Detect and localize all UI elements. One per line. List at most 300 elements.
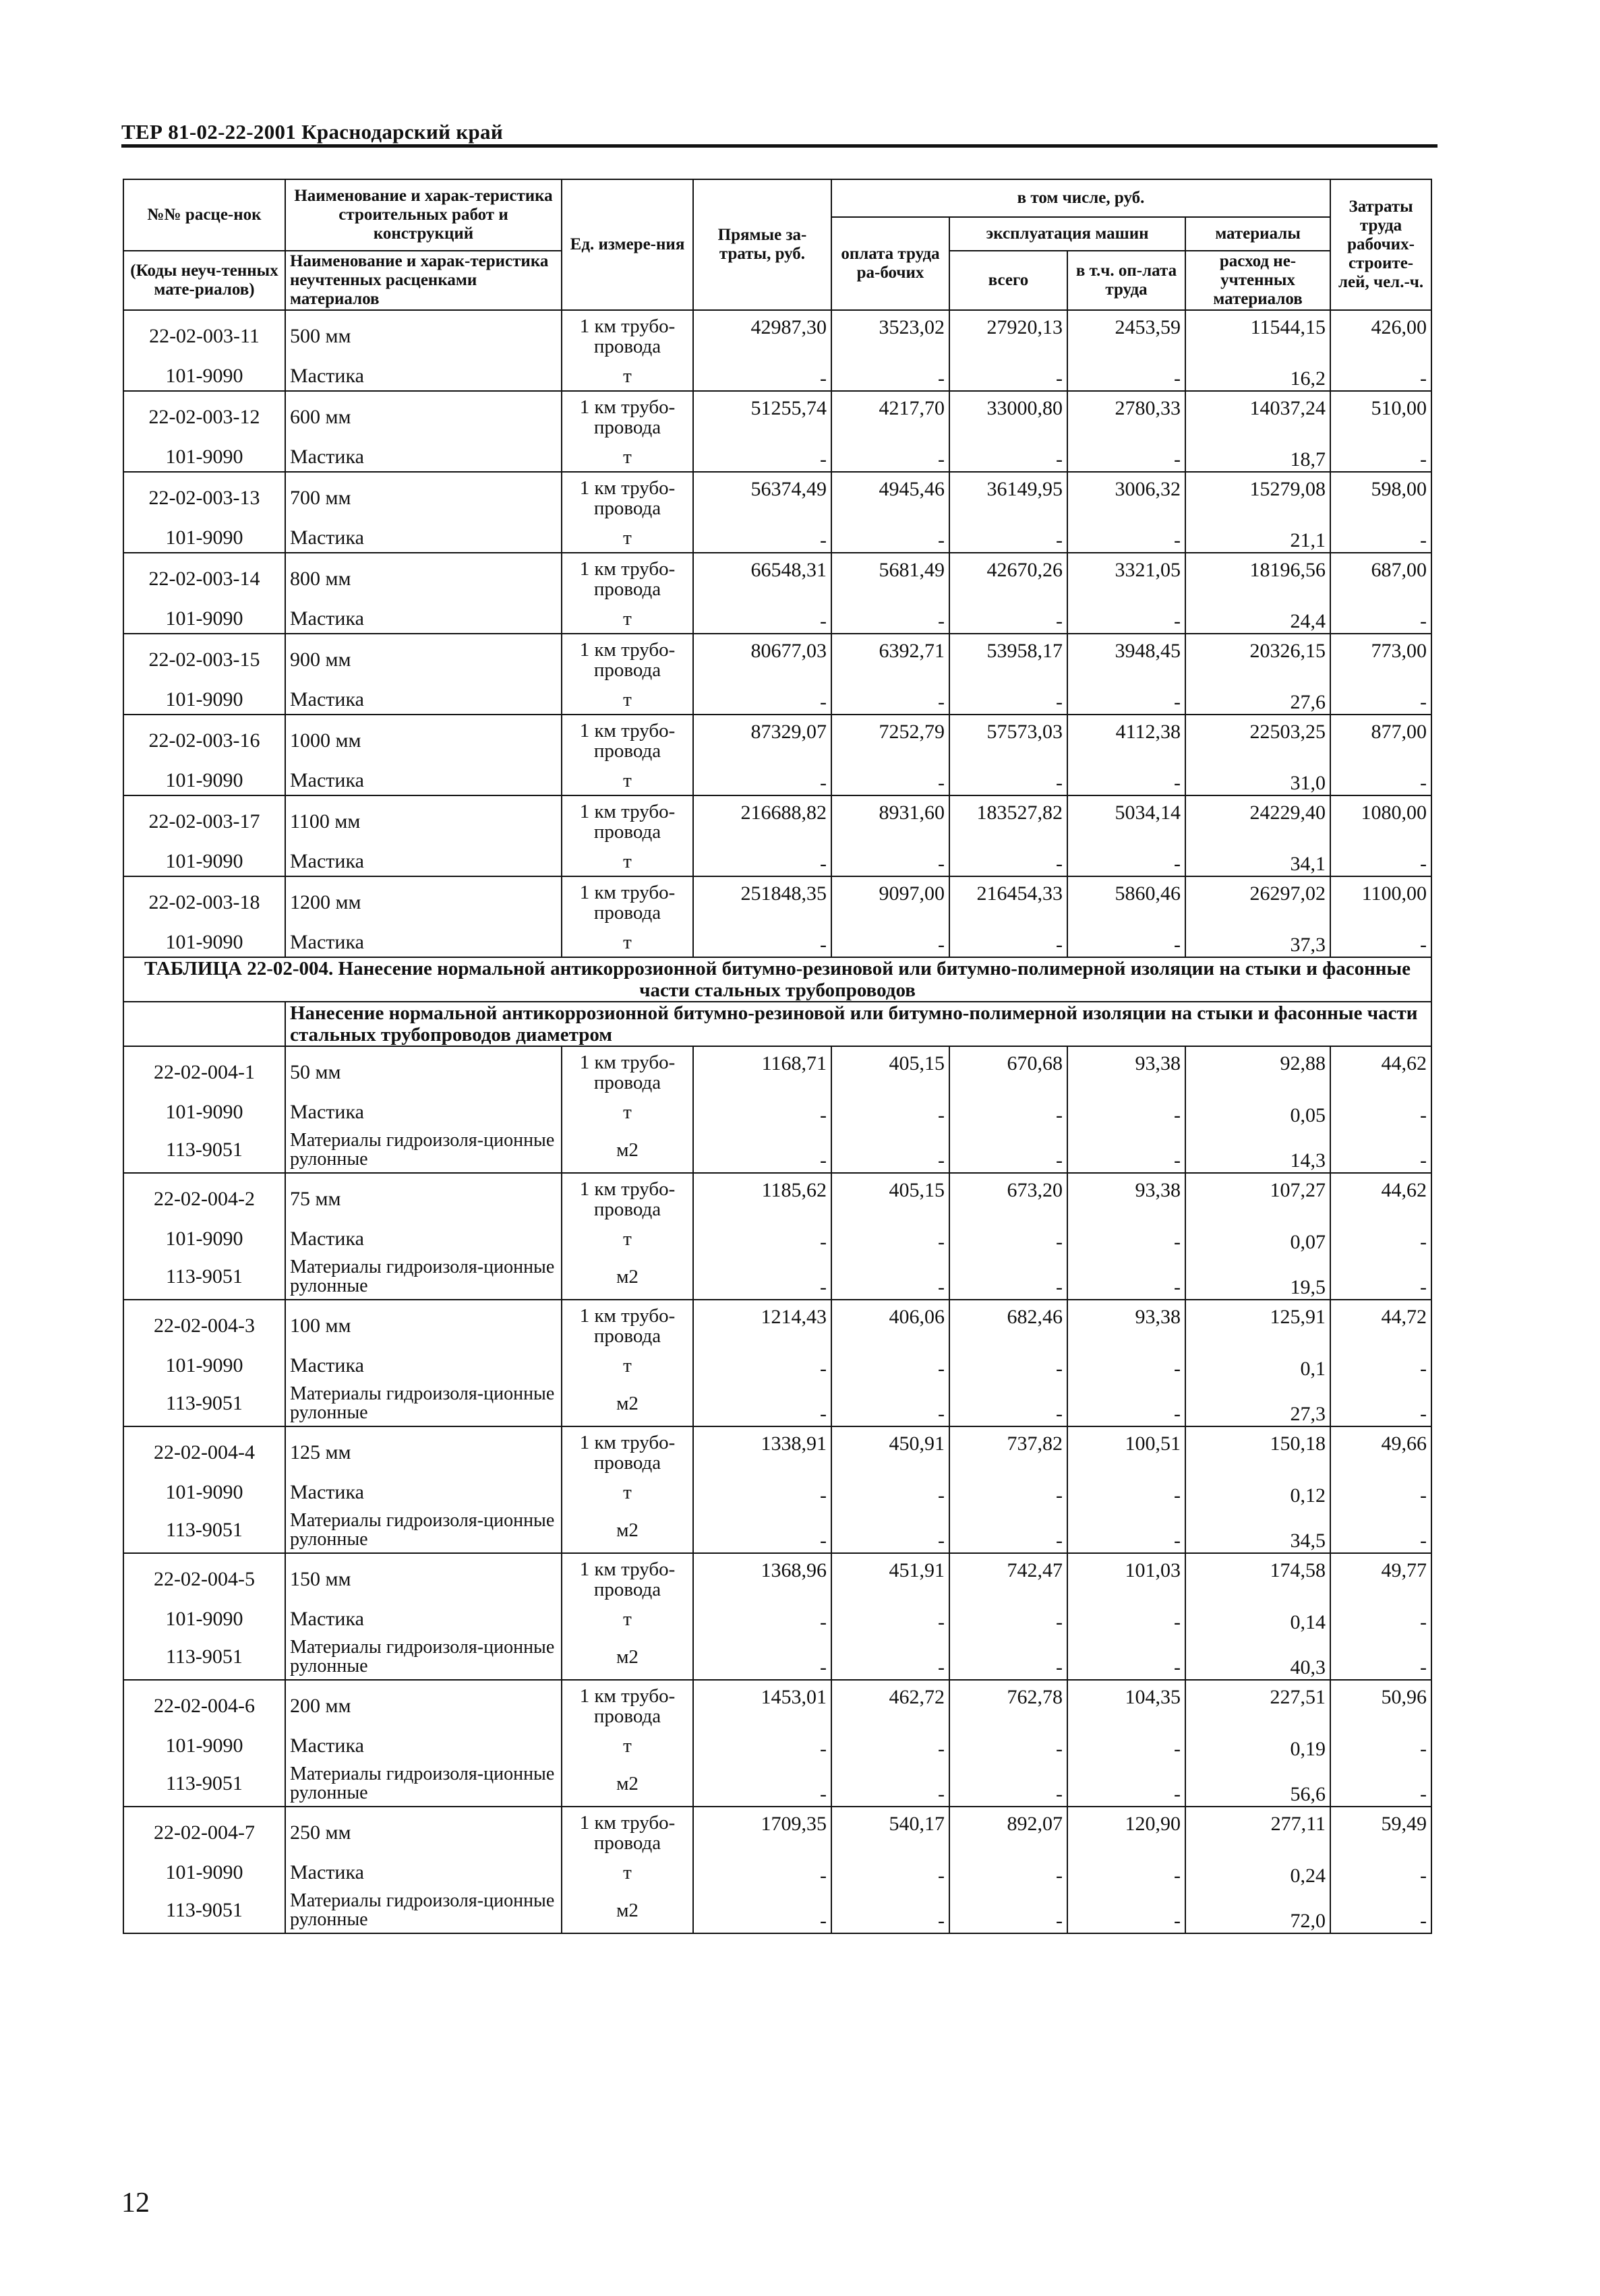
dash-cell: - xyxy=(831,1254,949,1300)
labor-cost: 426,00 xyxy=(1330,310,1431,361)
dash-cell: - xyxy=(1330,685,1431,715)
direct-cost: 87329,07 xyxy=(693,715,831,766)
col-unit: Ед. измере-ния xyxy=(562,179,693,310)
machine-cost: 742,47 xyxy=(949,1553,1067,1604)
material-unit: т xyxy=(562,928,693,957)
machine-wage: 4112,38 xyxy=(1067,715,1185,766)
dash-cell: - xyxy=(831,361,949,391)
material-name: Материалы гидроизоля-ционные рулонные xyxy=(285,1887,562,1933)
dash-cell: - xyxy=(1330,1731,1431,1761)
col-code-bottom: (Коды неуч-тенных мате-риалов) xyxy=(123,251,285,310)
direct-cost: 1368,96 xyxy=(693,1553,831,1604)
dash-cell: - xyxy=(949,685,1067,715)
dash-cell: - xyxy=(1330,928,1431,957)
material-row xyxy=(123,685,1431,715)
unit: 1 км трубо-провода xyxy=(562,634,693,685)
material-consumption: 0,19 xyxy=(1185,1731,1330,1761)
machine-wage: 101,03 xyxy=(1067,1553,1185,1604)
direct-cost: 80677,03 xyxy=(693,634,831,685)
material-cost: 22503,25 xyxy=(1185,715,1330,766)
machine-cost: 42670,26 xyxy=(949,553,1067,604)
dash-cell: - xyxy=(693,685,831,715)
machine-wage: 120,90 xyxy=(1067,1807,1185,1858)
material-cost: 18196,56 xyxy=(1185,553,1330,604)
dash-cell: - xyxy=(949,1351,1067,1381)
page-number: 12 xyxy=(121,2187,150,2218)
rate-code: 22-02-004-2 xyxy=(123,1173,285,1224)
rate-code: 22-02-003-15 xyxy=(123,634,285,685)
material-name: Мастика xyxy=(285,847,562,876)
unit: 1 км трубо-провода xyxy=(562,876,693,928)
material-row xyxy=(123,928,1431,957)
dash-cell: - xyxy=(1067,1858,1185,1887)
dash-cell: - xyxy=(1067,1351,1185,1381)
material-code: 101-9090 xyxy=(123,1731,285,1761)
dash-cell: - xyxy=(831,604,949,634)
material-unit: т xyxy=(562,1604,693,1634)
table-row xyxy=(123,1553,1431,1604)
dash-cell: - xyxy=(693,1224,831,1254)
dash-cell: - xyxy=(1330,1127,1431,1173)
dash-cell: - xyxy=(1067,523,1185,553)
dash-cell: - xyxy=(1067,685,1185,715)
machine-wage: 3948,45 xyxy=(1067,634,1185,685)
machine-cost: 33000,80 xyxy=(949,391,1067,442)
rate-code: 22-02-003-13 xyxy=(123,472,285,523)
material-row xyxy=(123,1351,1431,1381)
unit: 1 км трубо-провода xyxy=(562,1553,693,1604)
dash-cell: - xyxy=(1067,1604,1185,1634)
rate-code: 22-02-004-6 xyxy=(123,1680,285,1731)
dash-cell: - xyxy=(1067,1634,1185,1680)
wage-cost: 8931,60 xyxy=(831,795,949,847)
dash-cell: - xyxy=(1330,1858,1431,1887)
table-row xyxy=(123,553,1431,604)
table-row xyxy=(123,795,1431,847)
material-row xyxy=(123,1127,1431,1173)
material-cost: 11544,15 xyxy=(1185,310,1330,361)
material-unit: т xyxy=(562,523,693,553)
material-name: Мастика xyxy=(285,523,562,553)
material-consumption: 27,6 xyxy=(1185,685,1330,715)
dash-cell: - xyxy=(693,1604,831,1634)
dash-cell: - xyxy=(949,766,1067,795)
material-row xyxy=(123,1858,1431,1887)
dash-cell: - xyxy=(1067,1127,1185,1173)
dash-cell: - xyxy=(831,1478,949,1507)
work-name: 1200 мм xyxy=(285,876,562,928)
machine-wage: 5860,46 xyxy=(1067,876,1185,928)
material-cost: 20326,15 xyxy=(1185,634,1330,685)
material-row xyxy=(123,1887,1431,1933)
col-materials: материалы xyxy=(1185,217,1330,251)
machine-cost: 762,78 xyxy=(949,1680,1067,1731)
rate-code: 22-02-004-1 xyxy=(123,1046,285,1097)
material-name: Мастика xyxy=(285,1097,562,1127)
material-consumption: 24,4 xyxy=(1185,604,1330,634)
unit: 1 км трубо-провода xyxy=(562,1300,693,1351)
rate-code: 22-02-003-16 xyxy=(123,715,285,766)
material-consumption: 72,0 xyxy=(1185,1887,1330,1933)
dash-cell: - xyxy=(1067,442,1185,472)
material-cost: 92,88 xyxy=(1185,1046,1330,1097)
dash-cell: - xyxy=(1067,1254,1185,1300)
dash-cell: - xyxy=(1330,361,1431,391)
material-row xyxy=(123,361,1431,391)
dash-cell: - xyxy=(693,1478,831,1507)
material-consumption: 18,7 xyxy=(1185,442,1330,472)
col-wage: оплата труда ра-бочих xyxy=(831,217,949,310)
dash-cell: - xyxy=(949,1127,1067,1173)
direct-cost: 42987,30 xyxy=(693,310,831,361)
table-row xyxy=(123,391,1431,442)
material-unit: т xyxy=(562,1858,693,1887)
table2-caption: ТАБЛИЦА 22-02-004. Нанесение нормальной антикоррозионной битумно-резиновой или битумно-полимерной изоляции на стыки и фасонные части стальных трубопроводов xyxy=(123,957,1431,1002)
material-code: 101-9090 xyxy=(123,604,285,634)
unit: 1 км трубо-провода xyxy=(562,1046,693,1097)
table-row xyxy=(123,876,1431,928)
work-name: 900 мм xyxy=(285,634,562,685)
material-row xyxy=(123,1478,1431,1507)
labor-cost: 598,00 xyxy=(1330,472,1431,523)
machine-wage: 100,51 xyxy=(1067,1426,1185,1478)
dash-cell: - xyxy=(949,847,1067,876)
work-name: 700 мм xyxy=(285,472,562,523)
material-unit: м2 xyxy=(562,1634,693,1680)
dash-cell: - xyxy=(1067,847,1185,876)
direct-cost: 1338,91 xyxy=(693,1426,831,1478)
dash-cell: - xyxy=(831,1381,949,1426)
dash-cell: - xyxy=(831,1634,949,1680)
dash-cell: - xyxy=(949,1887,1067,1933)
material-row xyxy=(123,1761,1431,1807)
machine-wage: 93,38 xyxy=(1067,1300,1185,1351)
material-cost: 26297,02 xyxy=(1185,876,1330,928)
unit: 1 км трубо-провода xyxy=(562,795,693,847)
work-name: 800 мм xyxy=(285,553,562,604)
work-name: 150 мм xyxy=(285,1553,562,1604)
machine-cost: 36149,95 xyxy=(949,472,1067,523)
machine-wage: 104,35 xyxy=(1067,1680,1185,1731)
labor-cost: 510,00 xyxy=(1330,391,1431,442)
material-cost: 15279,08 xyxy=(1185,472,1330,523)
labor-cost: 49,66 xyxy=(1330,1426,1431,1478)
material-name: Мастика xyxy=(285,1351,562,1381)
table-row xyxy=(123,310,1431,361)
material-row xyxy=(123,1731,1431,1761)
machine-wage: 2453,59 xyxy=(1067,310,1185,361)
table2-caption-block xyxy=(123,957,1431,1046)
material-row xyxy=(123,604,1431,634)
dash-cell: - xyxy=(1330,1761,1431,1807)
material-code: 113-9051 xyxy=(123,1761,285,1807)
material-code: 101-9090 xyxy=(123,361,285,391)
dash-cell: - xyxy=(831,1858,949,1887)
material-code: 101-9090 xyxy=(123,442,285,472)
material-unit: т xyxy=(562,847,693,876)
dash-cell: - xyxy=(831,1604,949,1634)
material-name: Мастика xyxy=(285,1858,562,1887)
material-cost: 277,11 xyxy=(1185,1807,1330,1858)
material-code: 101-9090 xyxy=(123,685,285,715)
subcaption-spacer xyxy=(123,1002,285,1046)
material-unit: т xyxy=(562,1097,693,1127)
table-row xyxy=(123,1173,1431,1224)
machine-wage: 93,38 xyxy=(1067,1173,1185,1224)
dash-cell: - xyxy=(1067,1224,1185,1254)
dash-cell: - xyxy=(1330,1478,1431,1507)
dash-cell: - xyxy=(949,1731,1067,1761)
wage-cost: 462,72 xyxy=(831,1680,949,1731)
direct-cost: 216688,82 xyxy=(693,795,831,847)
labor-cost: 1100,00 xyxy=(1330,876,1431,928)
work-name: 250 мм xyxy=(285,1807,562,1858)
material-consumption: 0,14 xyxy=(1185,1604,1330,1634)
header-rule xyxy=(121,144,1438,148)
dash-cell: - xyxy=(1330,1097,1431,1127)
material-consumption: 0,1 xyxy=(1185,1351,1330,1381)
material-name: Мастика xyxy=(285,604,562,634)
material-consumption: 0,07 xyxy=(1185,1224,1330,1254)
dash-cell: - xyxy=(831,1127,949,1173)
dash-cell: - xyxy=(831,523,949,553)
dash-cell: - xyxy=(693,1887,831,1933)
dash-cell: - xyxy=(831,685,949,715)
material-unit: м2 xyxy=(562,1887,693,1933)
material-consumption: 40,3 xyxy=(1185,1634,1330,1680)
machine-wage: 5034,14 xyxy=(1067,795,1185,847)
table-row xyxy=(123,1807,1431,1858)
dash-cell: - xyxy=(1067,766,1185,795)
dash-cell: - xyxy=(831,442,949,472)
machine-wage: 93,38 xyxy=(1067,1046,1185,1097)
dash-cell: - xyxy=(693,1127,831,1173)
dash-cell: - xyxy=(949,928,1067,957)
rate-code: 22-02-004-5 xyxy=(123,1553,285,1604)
unit: 1 км трубо-провода xyxy=(562,1426,693,1478)
dash-cell: - xyxy=(949,1761,1067,1807)
material-code: 113-9051 xyxy=(123,1381,285,1426)
col-name-bottom: Наименование и харак-теристика неучтенных расценками материалов xyxy=(285,251,562,310)
material-code: 113-9051 xyxy=(123,1127,285,1173)
wage-cost: 4945,46 xyxy=(831,472,949,523)
material-consumption: 34,1 xyxy=(1185,847,1330,876)
dash-cell: - xyxy=(1330,1634,1431,1680)
table-row xyxy=(123,1046,1431,1097)
wage-cost: 405,15 xyxy=(831,1046,949,1097)
dash-cell: - xyxy=(949,1858,1067,1887)
dash-cell: - xyxy=(1330,442,1431,472)
material-name: Мастика xyxy=(285,442,562,472)
dash-cell: - xyxy=(1330,1224,1431,1254)
direct-cost: 1709,35 xyxy=(693,1807,831,1858)
dash-cell: - xyxy=(693,1097,831,1127)
material-cost: 14037,24 xyxy=(1185,391,1330,442)
material-consumption: 0,05 xyxy=(1185,1097,1330,1127)
dash-cell: - xyxy=(693,847,831,876)
dash-cell: - xyxy=(1330,1604,1431,1634)
material-consumption: 37,3 xyxy=(1185,928,1330,957)
labor-cost: 44,62 xyxy=(1330,1173,1431,1224)
work-name: 125 мм xyxy=(285,1426,562,1478)
wage-cost: 450,91 xyxy=(831,1426,949,1478)
material-consumption: 21,1 xyxy=(1185,523,1330,553)
dash-cell: - xyxy=(1067,1761,1185,1807)
work-name: 1100 мм xyxy=(285,795,562,847)
table-row xyxy=(123,634,1431,685)
col-name-top: Наименование и харак-теристика строительных работ и конструкций xyxy=(285,179,562,251)
material-row xyxy=(123,1634,1431,1680)
material-row xyxy=(123,1507,1431,1553)
dash-cell: - xyxy=(949,1634,1067,1680)
rate-code: 22-02-003-14 xyxy=(123,553,285,604)
material-code: 113-9051 xyxy=(123,1634,285,1680)
material-code: 113-9051 xyxy=(123,1507,285,1553)
machine-cost: 183527,82 xyxy=(949,795,1067,847)
labor-cost: 49,77 xyxy=(1330,1553,1431,1604)
dash-cell: - xyxy=(831,1887,949,1933)
unit: 1 км трубо-провода xyxy=(562,1807,693,1858)
machine-cost: 57573,03 xyxy=(949,715,1067,766)
material-code: 101-9090 xyxy=(123,1604,285,1634)
material-name: Мастика xyxy=(285,685,562,715)
dash-cell: - xyxy=(693,1381,831,1426)
col-code-top: №№ расце-нок xyxy=(123,179,285,251)
direct-cost: 1185,62 xyxy=(693,1173,831,1224)
material-cost: 227,51 xyxy=(1185,1680,1330,1731)
dash-cell: - xyxy=(1330,766,1431,795)
dash-cell: - xyxy=(949,1604,1067,1634)
unit: 1 км трубо-провода xyxy=(562,310,693,361)
dash-cell: - xyxy=(949,1478,1067,1507)
dash-cell: - xyxy=(1067,1887,1185,1933)
col-mach-all: всего xyxy=(949,251,1067,310)
dash-cell: - xyxy=(1330,1507,1431,1553)
material-name: Материалы гидроизоля-ционные рулонные xyxy=(285,1761,562,1807)
machine-wage: 2780,33 xyxy=(1067,391,1185,442)
table-row xyxy=(123,715,1431,766)
dash-cell: - xyxy=(693,766,831,795)
material-code: 101-9090 xyxy=(123,1478,285,1507)
machine-cost: 673,20 xyxy=(949,1173,1067,1224)
table2-subcaption: Нанесение нормальной антикоррозионной битумно-резиновой или битумно-полимерной изоляции на стыки и фасонные части стальных трубопроводов диаметром xyxy=(285,1002,1431,1046)
dash-cell: - xyxy=(1330,604,1431,634)
table2-body xyxy=(123,1046,1431,1933)
dash-cell: - xyxy=(831,1097,949,1127)
dash-cell: - xyxy=(1067,1097,1185,1127)
direct-cost: 56374,49 xyxy=(693,472,831,523)
material-name: Мастика xyxy=(285,1478,562,1507)
machine-cost: 216454,33 xyxy=(949,876,1067,928)
material-name: Материалы гидроизоля-ционные рулонные xyxy=(285,1634,562,1680)
labor-cost: 773,00 xyxy=(1330,634,1431,685)
material-consumption: 31,0 xyxy=(1185,766,1330,795)
machine-wage: 3006,32 xyxy=(1067,472,1185,523)
dash-cell: - xyxy=(831,847,949,876)
dash-cell: - xyxy=(1330,523,1431,553)
material-unit: т xyxy=(562,766,693,795)
dash-cell: - xyxy=(831,1224,949,1254)
table-row xyxy=(123,1300,1431,1351)
material-consumption: 14,3 xyxy=(1185,1127,1330,1173)
work-name: 500 мм xyxy=(285,310,562,361)
wage-cost: 451,91 xyxy=(831,1553,949,1604)
material-consumption: 27,3 xyxy=(1185,1381,1330,1426)
dash-cell: - xyxy=(831,1731,949,1761)
dash-cell: - xyxy=(693,1731,831,1761)
direct-cost: 1168,71 xyxy=(693,1046,831,1097)
dash-cell: - xyxy=(949,442,1067,472)
unit: 1 км трубо-провода xyxy=(562,1680,693,1731)
material-unit: м2 xyxy=(562,1761,693,1807)
rate-code: 22-02-003-18 xyxy=(123,876,285,928)
table1-body xyxy=(123,310,1431,957)
material-name: Материалы гидроизоля-ционные рулонные xyxy=(285,1254,562,1300)
table-row xyxy=(123,472,1431,523)
col-labor: Затраты труда рабочих-строите-лей, чел.-ч. xyxy=(1330,179,1431,310)
material-row xyxy=(123,766,1431,795)
work-name: 50 мм xyxy=(285,1046,562,1097)
material-name: Мастика xyxy=(285,766,562,795)
unit: 1 км трубо-провода xyxy=(562,715,693,766)
dash-cell: - xyxy=(1067,604,1185,634)
material-name: Мастика xyxy=(285,928,562,957)
dash-cell: - xyxy=(831,1761,949,1807)
dash-cell: - xyxy=(693,1761,831,1807)
material-code: 113-9051 xyxy=(123,1887,285,1933)
material-consumption: 56,6 xyxy=(1185,1761,1330,1807)
dash-cell: - xyxy=(1330,1381,1431,1426)
direct-cost: 1214,43 xyxy=(693,1300,831,1351)
material-name: Мастика xyxy=(285,1731,562,1761)
dash-cell: - xyxy=(1330,1887,1431,1933)
dash-cell: - xyxy=(1330,1254,1431,1300)
dash-cell: - xyxy=(949,1507,1067,1553)
dash-cell: - xyxy=(1067,928,1185,957)
dash-cell: - xyxy=(831,1507,949,1553)
wage-cost: 9097,00 xyxy=(831,876,949,928)
material-row xyxy=(123,1604,1431,1634)
material-row xyxy=(123,1097,1431,1127)
labor-cost: 59,49 xyxy=(1330,1807,1431,1858)
wage-cost: 7252,79 xyxy=(831,715,949,766)
work-name: 1000 мм xyxy=(285,715,562,766)
col-mat-cons: расход не-учтенных материалов xyxy=(1185,251,1330,310)
dash-cell: - xyxy=(693,523,831,553)
material-row xyxy=(123,442,1431,472)
work-name: 600 мм xyxy=(285,391,562,442)
rate-code: 22-02-003-11 xyxy=(123,310,285,361)
wage-cost: 4217,70 xyxy=(831,391,949,442)
material-row xyxy=(123,523,1431,553)
dash-cell: - xyxy=(693,361,831,391)
dash-cell: - xyxy=(831,928,949,957)
material-cost: 24229,40 xyxy=(1185,795,1330,847)
material-consumption: 0,24 xyxy=(1185,1858,1330,1887)
machine-wage: 3321,05 xyxy=(1067,553,1185,604)
dash-cell: - xyxy=(949,1381,1067,1426)
wage-cost: 3523,02 xyxy=(831,310,949,361)
unit: 1 км трубо-провода xyxy=(562,391,693,442)
page-header: ТЕР 81-02-22-2001 Краснодарский край xyxy=(121,120,503,144)
wage-cost: 405,15 xyxy=(831,1173,949,1224)
direct-cost: 251848,35 xyxy=(693,876,831,928)
material-unit: т xyxy=(562,604,693,634)
material-name: Материалы гидроизоля-ционные рулонные xyxy=(285,1127,562,1173)
dash-cell: - xyxy=(1067,1478,1185,1507)
material-code: 101-9090 xyxy=(123,1858,285,1887)
direct-cost: 1453,01 xyxy=(693,1680,831,1731)
